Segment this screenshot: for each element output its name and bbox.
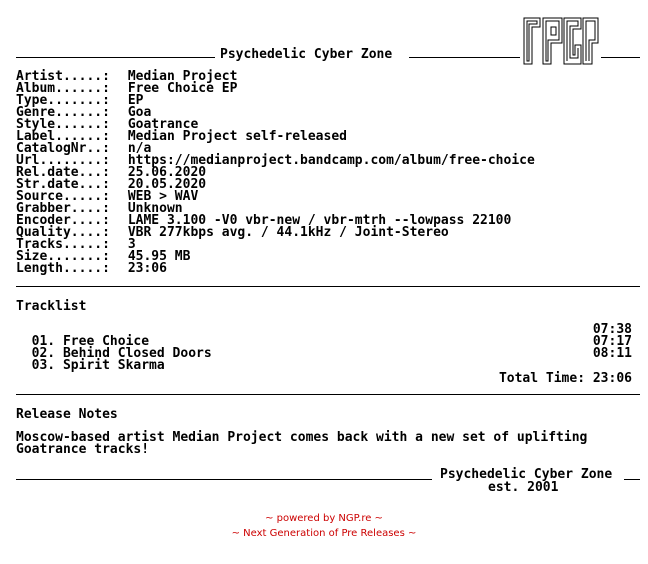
info-key: Str.date...:	[16, 177, 110, 192]
info-key: Source.....:	[16, 189, 110, 204]
footer-est: est. 2001	[488, 480, 559, 495]
info-key: Encoder....:	[16, 213, 110, 228]
info-value: 45.95 MB	[127, 249, 191, 264]
header-rule-right	[601, 57, 640, 58]
track-name: 03. Spirit Skarma	[31, 358, 165, 373]
info-key: Grabber....:	[16, 201, 110, 216]
tagline: ~ Next Generation of Pre Releases ~	[231, 528, 417, 539]
header-rule-left	[16, 57, 215, 58]
info-key: Artist.....:	[16, 69, 110, 84]
info-value: VBR 277kbps avg. / 44.1kHz / Joint-Stereo	[127, 225, 449, 240]
info-value: Unknown	[127, 201, 183, 216]
info-value: Goatrance	[127, 117, 199, 132]
footer-rule-left	[16, 479, 432, 480]
info-key: Tracks.....:	[16, 237, 110, 252]
divider	[16, 286, 640, 287]
release-notes-text: Moscow-based artist Median Project comes back with a new set of uplifting Goatrance tracks!	[16, 430, 588, 457]
header-title: Psychedelic Cyber Zone	[220, 47, 393, 62]
info-value: WEB > WAV	[127, 189, 199, 204]
info-key: Quality....:	[16, 225, 110, 240]
info-key: Label......:	[16, 129, 110, 144]
info-key: Rel.date...:	[16, 165, 110, 180]
track-duration: 07:17	[592, 334, 632, 349]
info-value: n/a	[127, 141, 152, 156]
info-key: Style......:	[16, 117, 110, 132]
total-time: Total Time: 23:06	[498, 371, 632, 386]
info-row	[16, 263, 167, 275]
release-notes-title: Release Notes	[16, 407, 118, 422]
track-name: 01. Free Choice	[31, 334, 150, 349]
track-duration: 07:38	[592, 322, 632, 337]
tracklist-title: Tracklist	[16, 299, 87, 314]
info-key: Album......:	[16, 81, 110, 96]
info-value: 3	[127, 237, 136, 252]
info-value: 23:06	[127, 261, 167, 276]
ngp-logo-icon	[523, 17, 599, 65]
powered-by: ~ powered by NGP.re ~	[265, 513, 383, 524]
info-value: Median Project self-released	[127, 129, 347, 144]
info-value: https://medianproject.bandcamp.com/album/free-choice	[127, 153, 535, 168]
track-duration: 08:11	[592, 346, 632, 361]
divider	[16, 394, 640, 395]
info-value: Free Choice EP	[127, 81, 238, 96]
info-value: 25.06.2020	[127, 165, 207, 180]
info-key: Url........:	[16, 153, 110, 168]
info-value: Goa	[127, 105, 152, 120]
info-value: Median Project	[127, 69, 238, 84]
header-rule-middle	[409, 57, 520, 58]
info-value: 20.05.2020	[127, 177, 207, 192]
info-key: Genre......:	[16, 105, 110, 120]
footer-title: Psychedelic Cyber Zone	[440, 467, 613, 482]
track-name: 02. Behind Closed Doors	[31, 346, 212, 361]
info-value: EP	[127, 93, 144, 108]
footer-rule-right	[624, 479, 640, 480]
info-key: Length.....:	[16, 261, 110, 276]
info-key: Type.......:	[16, 93, 110, 108]
info-value: LAME 3.100 -V0 vbr-new / vbr-mtrh --lowpass 22100	[127, 213, 512, 228]
info-key: Size.......:	[16, 249, 110, 264]
info-key: CatalogNr..:	[16, 141, 110, 156]
